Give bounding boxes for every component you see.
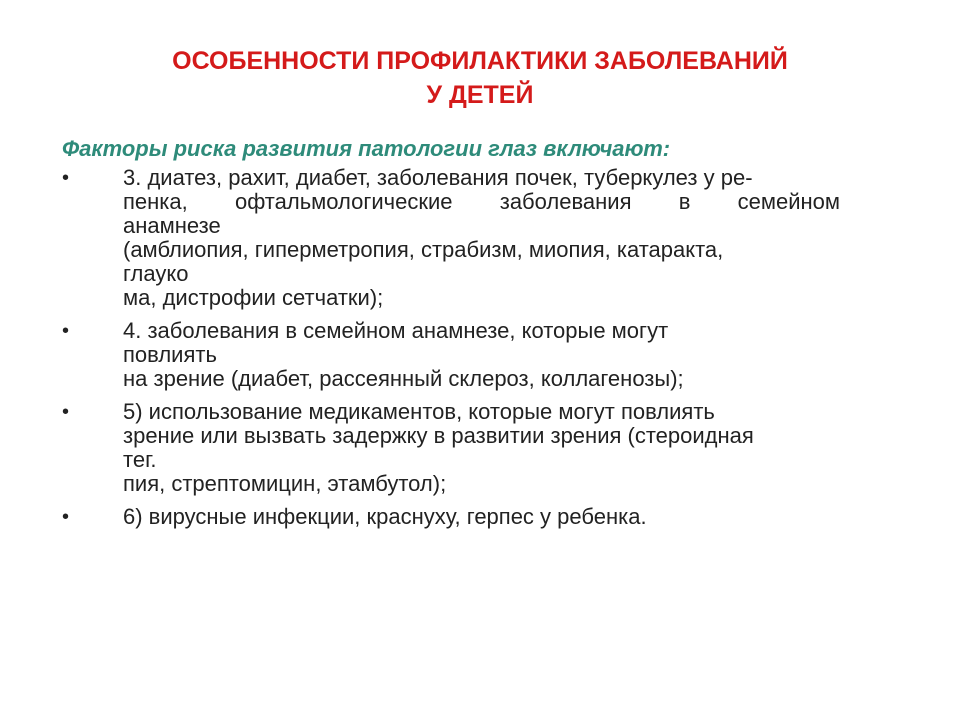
text-line: 6) вирусные инфекции, краснуху, герпес у ребенка.	[123, 504, 647, 529]
list-item	[62, 400, 902, 496]
list-item	[62, 505, 902, 529]
text-line: (амблиопия, гиперметропия, страбизм, миопия, катаракта,	[123, 237, 724, 262]
text-line: анамнезе	[123, 213, 221, 238]
list-item	[62, 166, 902, 310]
bullet-dot-icon: •	[62, 506, 70, 528]
list-item-text	[123, 319, 902, 391]
text-line: повлиять	[123, 342, 217, 367]
slide-subtitle: Факторы риска развития патологии глаз включают:	[62, 136, 671, 161]
text-line: 5) использование медикаментов, которые могут повлиять	[123, 399, 715, 424]
text-line: пенка, офтальмологические заболевания в семейном	[123, 189, 840, 214]
bullet-dot-icon: •	[62, 320, 70, 342]
bullet-dot-icon: •	[62, 401, 70, 423]
text-line: 3. диатез, рахит, диабет, заболевания почек, туберкулез у ре-	[123, 165, 753, 190]
slide-title	[60, 44, 900, 112]
text-line: пия, стрептомицин, этамбутол);	[123, 471, 447, 496]
title-line-2: У ДЕТЕЙ	[426, 81, 534, 109]
text-line: 4. заболевания в семейном анамнезе, которые могут	[123, 318, 669, 343]
text-line: глауко	[123, 261, 189, 286]
list-item-text	[123, 166, 902, 310]
title-line-1: ОСОБЕННОСТИ ПРОФИЛАКТИКИ ЗАБОЛЕВАНИЙ	[172, 47, 788, 75]
list-item	[62, 319, 902, 391]
bullet-list	[62, 166, 902, 538]
list-item-text	[123, 505, 902, 529]
text-line: зрение или вызвать задержку в развитии зрения (стероидная	[123, 423, 754, 448]
list-item-text	[123, 400, 902, 496]
text-line: тег.	[123, 447, 157, 472]
bullet-dot-icon: •	[62, 167, 70, 189]
text-line: на зрение (диабет, рассеянный склероз, коллагенозы);	[123, 366, 684, 391]
text-line: ма, дистрофии сетчатки);	[123, 285, 384, 310]
